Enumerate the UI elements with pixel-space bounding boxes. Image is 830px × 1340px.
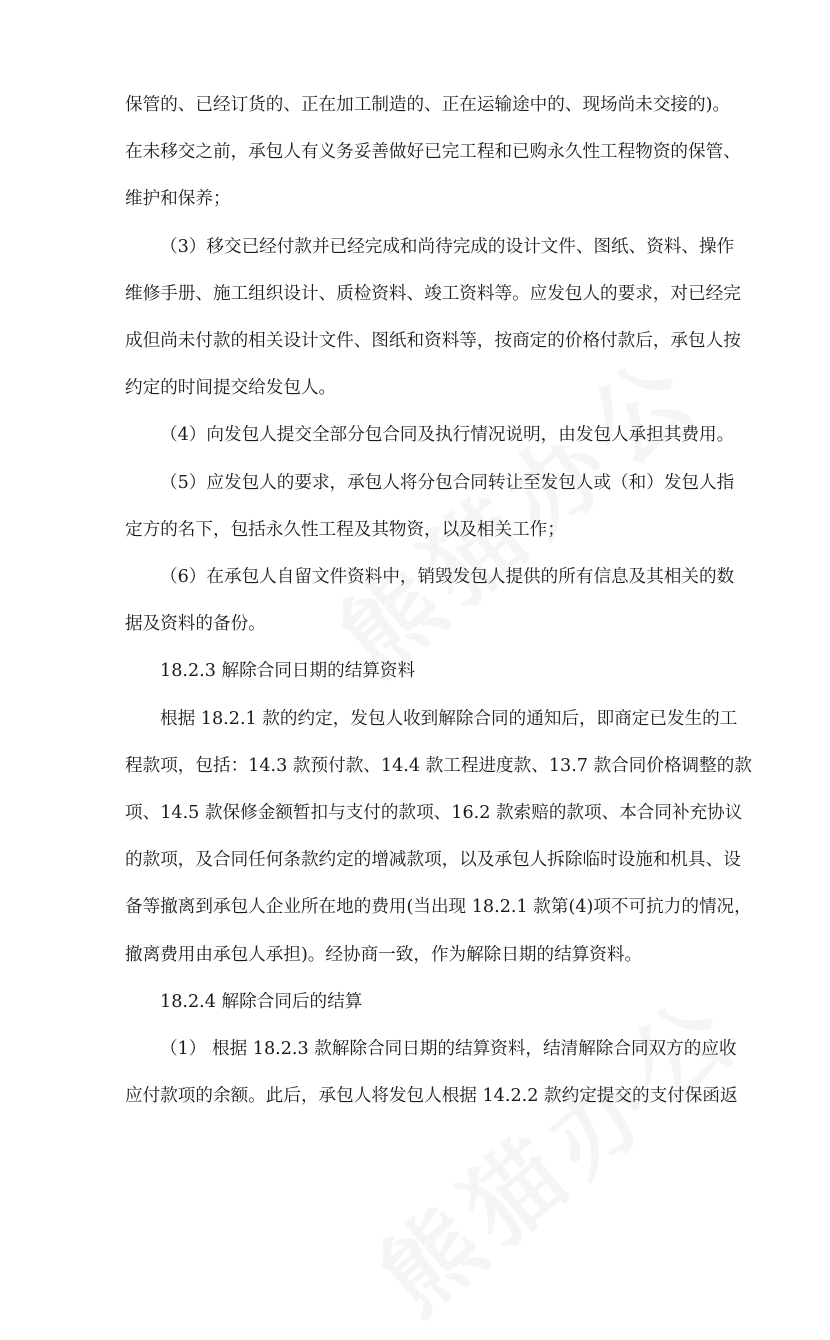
text-line: 约定的时间提交给发包人。	[125, 378, 337, 399]
text-line: （3）移交已经付款并已经完成和尚待完成的设计文件、图纸、资料、操作	[160, 236, 735, 257]
text-line: 维护和保养；	[125, 189, 231, 210]
text-line: 程款项，包括：14.3 款预付款、14.4 款工程进度款、13.7 款合同价格调整的款	[125, 755, 752, 776]
text-line: 18.2.4 解除合同后的结算	[160, 991, 363, 1012]
section-heading	[125, 648, 710, 695]
text-line: 撤离费用由承包人承担)。经协商一致，作为解除日期的结算资料。	[125, 944, 643, 965]
text-line: （4）向发包人提交全部分包合同及执行情况说明，由发包人承担其费用。	[160, 425, 735, 446]
paragraph	[125, 554, 735, 648]
paragraph	[125, 696, 752, 979]
text-line: （6）在承包人自留文件资料中，销毁发包人提供的所有信息及其相关的数	[160, 567, 735, 588]
text-line: 据及资料的备份。	[125, 614, 266, 635]
paragraph	[125, 460, 735, 554]
text-line: 在未移交之前，承包人有义务妥善做好已完工程和已购永久性工程物资的保管、	[125, 142, 741, 163]
text-line: （1） 根据 18.2.3 款解除合同日期的结算资料，结清解除合同双方的应收	[160, 1039, 737, 1060]
text-line: 18.2.3 解除合同日期的结算资料	[160, 661, 416, 682]
text-line: 保管的、已经订货的、正在加工制造的、正在运输途中的、现场尚未交接的)。	[125, 95, 731, 115]
text-line: 的款项，及合同任何条款约定的增减款项，以及承包人拆除临时设施和机具、设	[125, 850, 741, 871]
text-line: 根据 18.2.1 款的约定，发包人收到解除合同的通知后，即商定已发生的工	[160, 708, 738, 729]
paragraph	[125, 82, 741, 224]
document-body	[125, 82, 752, 1120]
section-heading	[125, 979, 710, 1026]
text-line: 维修手册、施工组织设计、质检资料、竣工资料等。应发包人的要求，对已经完	[125, 283, 741, 304]
text-line: 备等撤离到承包人企业所在地的费用(当出现 18.2.1 款第(4)项不可抗力的情况，	[125, 897, 752, 918]
text-line: 项、14.5 款保修金额暂扣与支付的款项、16.2 款索赔的款项、本合同补充协议	[125, 803, 743, 824]
text-line: 应付款项的余额。此后，承包人将发包人根据 14.2.2 款约定提交的支付保函返	[125, 1086, 738, 1107]
paragraph	[125, 1026, 738, 1120]
text-line: 成但尚未付款的相关设计文件、图纸和资料等，按商定的价格付款后，承包人按	[125, 331, 741, 352]
paragraph	[125, 224, 741, 413]
text-line: 定方的名下，包括永久性工程及其物资，以及相关工作；	[125, 519, 565, 540]
text-line: （5）应发包人的要求，承包人将分包合同转让至发包人或（和）发包人指	[160, 472, 735, 493]
paragraph	[125, 412, 735, 459]
